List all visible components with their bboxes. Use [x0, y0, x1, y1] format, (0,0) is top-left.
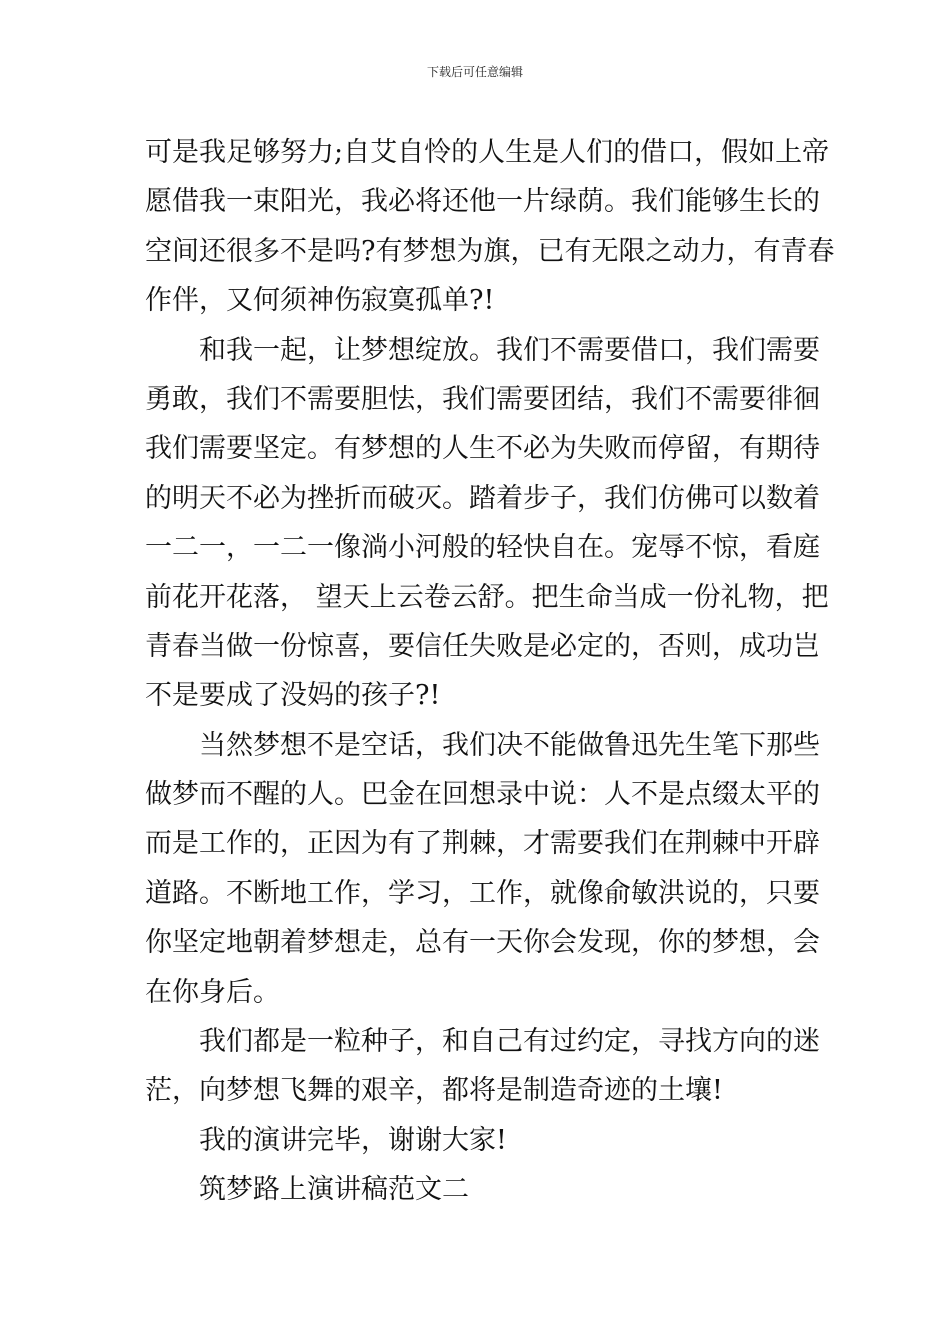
text-line: 我们都是一粒种子，和自己有过约定，寻找方向的迷: [199, 1026, 820, 1058]
page-header: 下载后可任意编辑: [426, 65, 523, 79]
text-line: 的明天不必为挫折而破灭。踏着步子，我们仿佛可以数着: [145, 482, 820, 514]
text-line: 前花开花落， 望天上云卷云舒。把生命当成一份礼物，把: [145, 581, 829, 613]
text-line: 可是我足够努力;自艾自怜的人生是人们的借口，假如上帝: [145, 137, 830, 168]
section-title: 筑梦路上演讲稿范文二: [199, 1174, 469, 1206]
paragraph: [145, 1116, 807, 1165]
text-line: 青春当做一份惊喜，要信任失败是必定的，否则，成功岂: [145, 630, 820, 662]
text-line: 愿借我一束阳光，我必将还他一片绿荫。我们能够生长的: [145, 186, 820, 218]
paragraph: [145, 721, 820, 1017]
text-line: 不是要成了没妈的孩子?!: [145, 680, 441, 712]
text-line: 道路。不断地工作，学习，工作，就像俞敏洪说的，只要: [145, 877, 820, 909]
text-line: 当然梦想不是空话，我们决不能做鲁迅先生笔下那些: [199, 729, 820, 761]
text-line: 一二一，一二一像淌小河般的轻快自在。宠辱不惊，看庭: [145, 532, 820, 564]
paragraph: [145, 1017, 820, 1116]
paragraph: [145, 1165, 807, 1214]
text-line: 做梦而不醒的人。巴金在回想录中说：人不是点缀太平的: [145, 779, 820, 811]
text-line: 勇敢，我们不需要胆怯，我们需要团结，我们不需要徘徊: [145, 383, 820, 415]
text-line: 而是工作的，正因为有了荆棘，才需要我们在荆棘中开辟: [145, 828, 820, 860]
text-line: 作伴，又何须神伤寂寞孤单?!: [145, 285, 495, 317]
text-line: 茫，向梦想飞舞的艰辛，都将是制造奇迹的土壤!: [145, 1075, 723, 1107]
text-line: 空间还很多不是吗?有梦想为旗，已有无限之动力，有青春: [145, 235, 835, 267]
paragraph: [145, 128, 835, 326]
text-line: 我们需要坚定。有梦想的人生不必为失败而停留，有期待: [145, 433, 820, 465]
paragraph: [145, 326, 829, 721]
document-body: [145, 128, 835, 1215]
closing-line: 我的演讲完毕，谢谢大家!: [199, 1124, 507, 1156]
text-line: 和我一起，让梦想绽放。我们不需要借口，我们需要: [199, 334, 820, 366]
text-line: 你坚定地朝着梦想走，总有一天你会发现，你的梦想，会: [145, 927, 820, 959]
text-line: 在你身后。: [145, 976, 280, 1008]
